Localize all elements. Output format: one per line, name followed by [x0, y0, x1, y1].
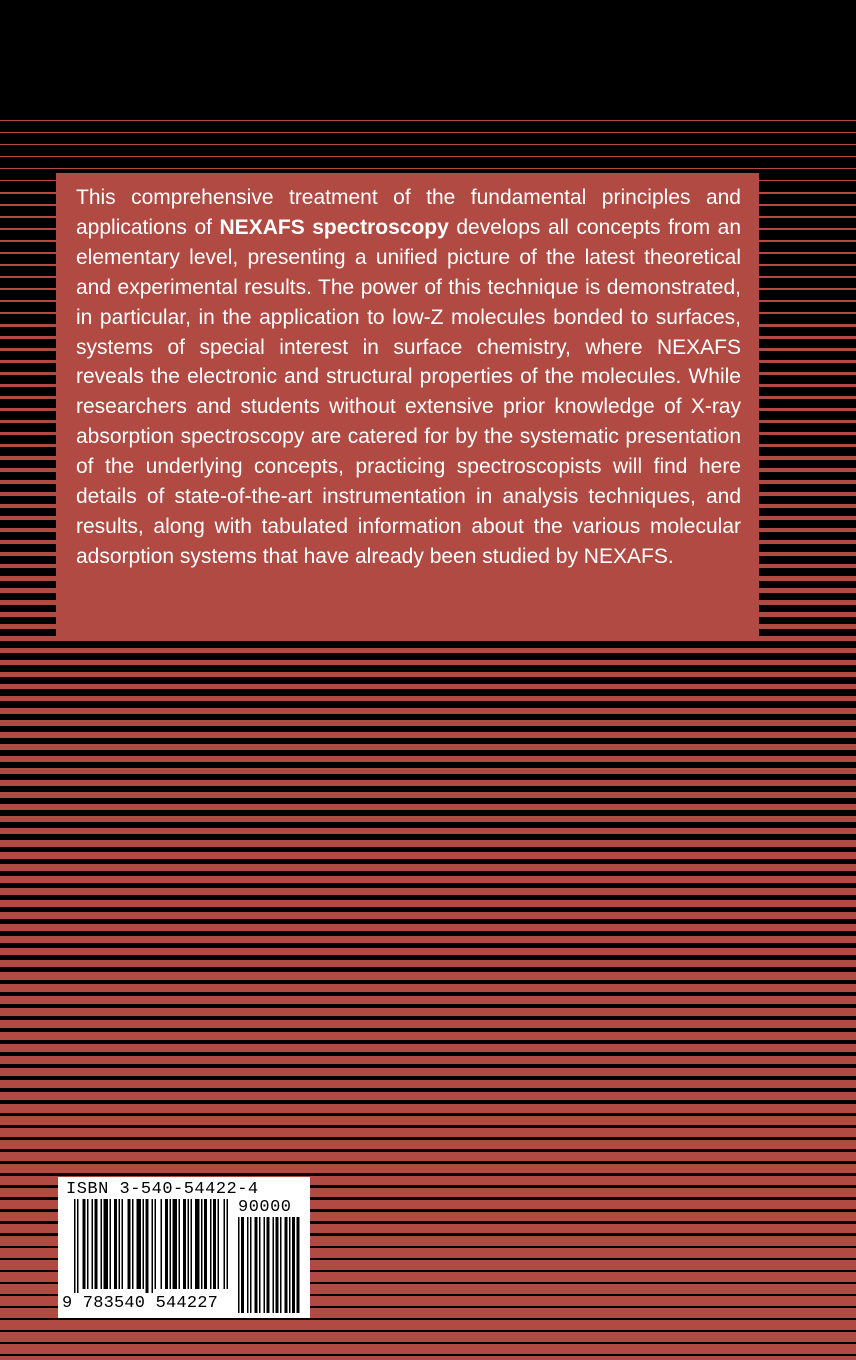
- cover-stripe: [0, 828, 856, 840]
- barcode-bar: [128, 1199, 131, 1289]
- addon-code: 90000: [238, 1198, 292, 1217]
- barcode-bar: [152, 1199, 154, 1293]
- barcode-bar: [191, 1199, 193, 1289]
- addon-barcode-icon: [238, 1217, 304, 1313]
- cover-stripe: [0, 1164, 856, 1176]
- barcode-bar: [114, 1199, 117, 1289]
- blurb-panel: [56, 173, 759, 641]
- barcode-bar: [195, 1199, 200, 1289]
- cover-stripe: [0, 912, 856, 924]
- barcode-bar: [146, 1199, 149, 1293]
- barcode-bar: [95, 1199, 98, 1289]
- barcode-bar: [201, 1199, 203, 1289]
- barcode-bar: [224, 1199, 226, 1289]
- barcode-bar: [155, 1199, 157, 1289]
- barcode-bar: [213, 1199, 216, 1289]
- cover-stripe: [0, 924, 856, 936]
- cover-stripe: [0, 1032, 856, 1044]
- cover-stripe: [0, 1080, 856, 1092]
- cover-stripe: [0, 1008, 856, 1020]
- cover-stripe: [0, 960, 856, 972]
- cover-stripe: [0, 708, 856, 720]
- barcode-bar: [110, 1199, 112, 1289]
- cover-stripe: [0, 864, 856, 876]
- ean-number: 9 783540 544227: [62, 1294, 219, 1313]
- barcode-bar: [259, 1217, 261, 1313]
- barcode-bar: [285, 1217, 288, 1313]
- barcode-bar: [122, 1199, 124, 1289]
- barcode-bar: [267, 1217, 270, 1313]
- cover-stripe: [0, 1356, 856, 1360]
- barcode-bar: [250, 1217, 252, 1313]
- blurb-text-body: develops all concepts from an elementary level, presenting a unified picture of the latest theoretical and experimental results. The power of this technique is demonstrated, in particular, in the application to low-Z molecules bonded to surfaces, systems of special interest in surface chemistry, where NEXAFS reveals the electronic and structural properties of the molecules. While researchers and students without extensive prior knowledge of X-ray absorption spectroscopy are catered for by the systematic presentation of the underlying concepts, practicing spectroscopists will find here details of state-of-the-art instrumentation in analysis techniques, and results, along with tabulated information about the various molecular adsorption systems that have already been studied by NEXAFS.: [76, 215, 741, 568]
- cover-stripe: [0, 696, 856, 708]
- cover-stripe: [0, 792, 856, 804]
- cover-stripe: [0, 816, 856, 828]
- cover-stripe: [0, 1104, 856, 1116]
- barcode-bar: [161, 1199, 163, 1289]
- barcode-bar: [77, 1199, 79, 1293]
- cover-stripe: [0, 768, 856, 780]
- cover-stripe: [0, 888, 856, 900]
- cover-stripe: [0, 852, 856, 864]
- barcode-bar: [297, 1217, 300, 1313]
- cover-stripe: [0, 780, 856, 792]
- barcode-bar: [132, 1199, 134, 1289]
- barcode-bar: [204, 1199, 207, 1289]
- barcode-bar: [247, 1217, 249, 1313]
- cover-stripe: [0, 720, 856, 732]
- cover-stripe: [0, 1152, 856, 1164]
- cover-stripe: [0, 144, 856, 156]
- cover-stripe: [0, 156, 856, 168]
- cover-stripe: [0, 1116, 856, 1128]
- cover-stripe: [0, 840, 856, 852]
- barcode-bar: [241, 1217, 244, 1313]
- cover-stripe: [0, 1092, 856, 1104]
- cover-stripe: [0, 672, 856, 684]
- barcode-bar: [276, 1217, 279, 1313]
- barcode-bar: [227, 1199, 229, 1289]
- cover-stripe: [0, 948, 856, 960]
- barcode-bar: [179, 1199, 181, 1289]
- barcode-bar: [83, 1199, 86, 1289]
- cover-stripe: [0, 1332, 856, 1344]
- cover-stripe: [0, 900, 856, 912]
- barcode-bar: [104, 1199, 109, 1289]
- barcode-bar: [87, 1199, 89, 1289]
- cover-stripe: [0, 1044, 856, 1056]
- barcode-bar: [264, 1217, 266, 1313]
- barcode-bar: [218, 1199, 220, 1289]
- cover-stripe: [0, 1068, 856, 1080]
- barcode-bar: [292, 1217, 295, 1313]
- barcode-bar: [188, 1199, 190, 1289]
- cover-stripe: [0, 996, 856, 1008]
- barcode-bar: [170, 1199, 172, 1289]
- cover-stripe: [0, 684, 856, 696]
- cover-stripe: [0, 660, 856, 672]
- barcode-bar: [92, 1199, 94, 1289]
- cover-black-band: [0, 0, 856, 120]
- barcode-bar: [165, 1199, 168, 1289]
- barcode-bar: [143, 1199, 145, 1289]
- cover-stripe: [0, 744, 856, 756]
- cover-stripe: [0, 936, 856, 948]
- barcode-bar: [183, 1199, 186, 1289]
- barcode-bar: [210, 1199, 212, 1289]
- blurb-text-intro: This comprehensive treatment of the fundamental principles and applications of: [76, 186, 741, 239]
- blurb-highlight: NEXAFS spectroscopy: [219, 215, 449, 239]
- barcode-bar: [255, 1217, 258, 1313]
- cover-stripe: [0, 756, 856, 768]
- barcode-bar: [173, 1199, 178, 1289]
- barcode-bar: [280, 1217, 282, 1313]
- cover-stripe: [0, 984, 856, 996]
- blurb-text: [76, 183, 741, 572]
- barcode-bar: [74, 1199, 76, 1293]
- barcode-bar: [137, 1199, 142, 1289]
- barcode-bar: [101, 1199, 103, 1289]
- cover-stripe: [0, 732, 856, 744]
- barcode-bar: [273, 1217, 275, 1313]
- isbn-number: ISBN 3-540-54422-4: [66, 1180, 259, 1199]
- cover-stripe: [0, 1140, 856, 1152]
- barcode-bar: [238, 1217, 240, 1313]
- cover-stripe: [0, 972, 856, 984]
- ean-barcode-icon: [74, 1199, 228, 1293]
- cover-stripe: [0, 1056, 856, 1068]
- cover-stripe: [0, 1128, 856, 1140]
- cover-stripe: [0, 1320, 856, 1332]
- cover-stripe: [0, 876, 856, 888]
- cover-stripe: [0, 120, 856, 132]
- barcode-label: [58, 1177, 310, 1318]
- cover-stripe: [0, 132, 856, 144]
- cover-stripe: [0, 804, 856, 816]
- barcode-bar: [119, 1199, 121, 1289]
- cover-stripe: [0, 1344, 856, 1356]
- cover-stripe: [0, 648, 856, 660]
- barcode-bar: [289, 1217, 291, 1313]
- cover-stripe: [0, 1020, 856, 1032]
